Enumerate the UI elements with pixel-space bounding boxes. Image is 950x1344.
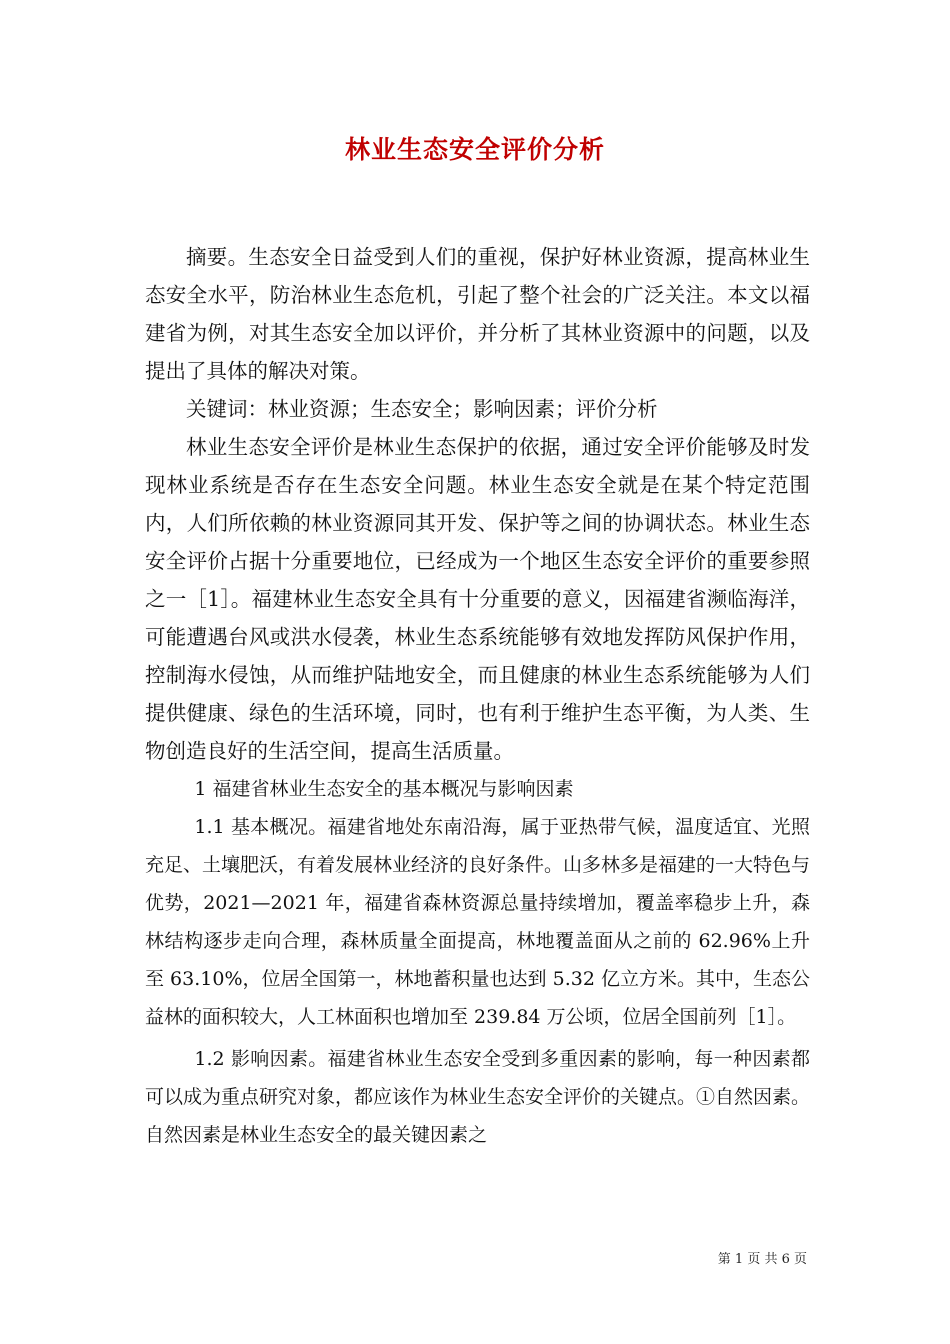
- section-1-2-paragraph: 1.2 影响因素。福建省林业生态安全受到多重因素的影响，每一种因素都可以成为重点研究对象，都应该作为林业生态安全评价的关键点。①自然因素。自然因素是林业生态安全的最关键因素之: [145, 1048, 811, 1146]
- section-1-1-paragraph: 1.1 基本概况。福建省地处东南沿海，属于亚热带气候，温度适宜、光照充足、土壤肥沃，有着发展林业经济的良好条件。山多林多是福建的一大特色与优势，2021—2021 年，福建省森林资源总量持续增加，覆盖率稳步上升，森林结构逐步走向合理，森林质量全面提高，林地覆盖面从之前的 62.96%上升至 63.10%，位居全国第一，林地蓄积量也达到 5.32 亿立方米。其中，生态公益林的面积较大，人工林面积也增加至 239.84 万公顷，位居全国前列［1］。: [145, 816, 811, 1028]
- abstract-paragraph: 摘要。生态安全日益受到人们的重视，保护好林业资源，提高林业生态安全水平，防治林业生态危机，引起了整个社会的广泛关注。本文以福建省为例，对其生态安全加以评价，并分析了其林业资源中的问题，以及提出了具体的解决对策。: [145, 245, 810, 383]
- document-body: [145, 238, 810, 1154]
- section-heading-1: 1 福建省林业生态安全的基本概况与影响因素: [194, 778, 574, 800]
- intro-paragraph: 林业生态安全评价是林业生态保护的依据，通过安全评价能够及时发现林业系统是否存在生态安全问题。林业生态安全就是在某个特定范围内，人们所依赖的林业资源同其开发、保护等之间的协调状态。林业生态安全评价占据十分重要地位，已经成为一个地区生态安全评价的重要参照之一［1］。福建林业生态安全具有十分重要的意义，因福建省濒临海洋，可能遭遇台风或洪水侵袭，林业生态系统能够有效地发挥防风保护作用，控制海水侵蚀，从而维护陆地安全，而且健康的林业生态系统能够为人们提供健康、绿色的生活环境，同时，也有利于维护生态平衡，为人类、生物创造良好的生活空间，提高生活质量。: [145, 435, 810, 763]
- document-title: 林业生态安全评价分析: [344, 135, 605, 164]
- keywords-paragraph: 关键词：林业资源；生态安全；影响因素；评价分析: [186, 397, 658, 421]
- page-number-footer: 第 1 页 共 6 页: [717, 1252, 807, 1267]
